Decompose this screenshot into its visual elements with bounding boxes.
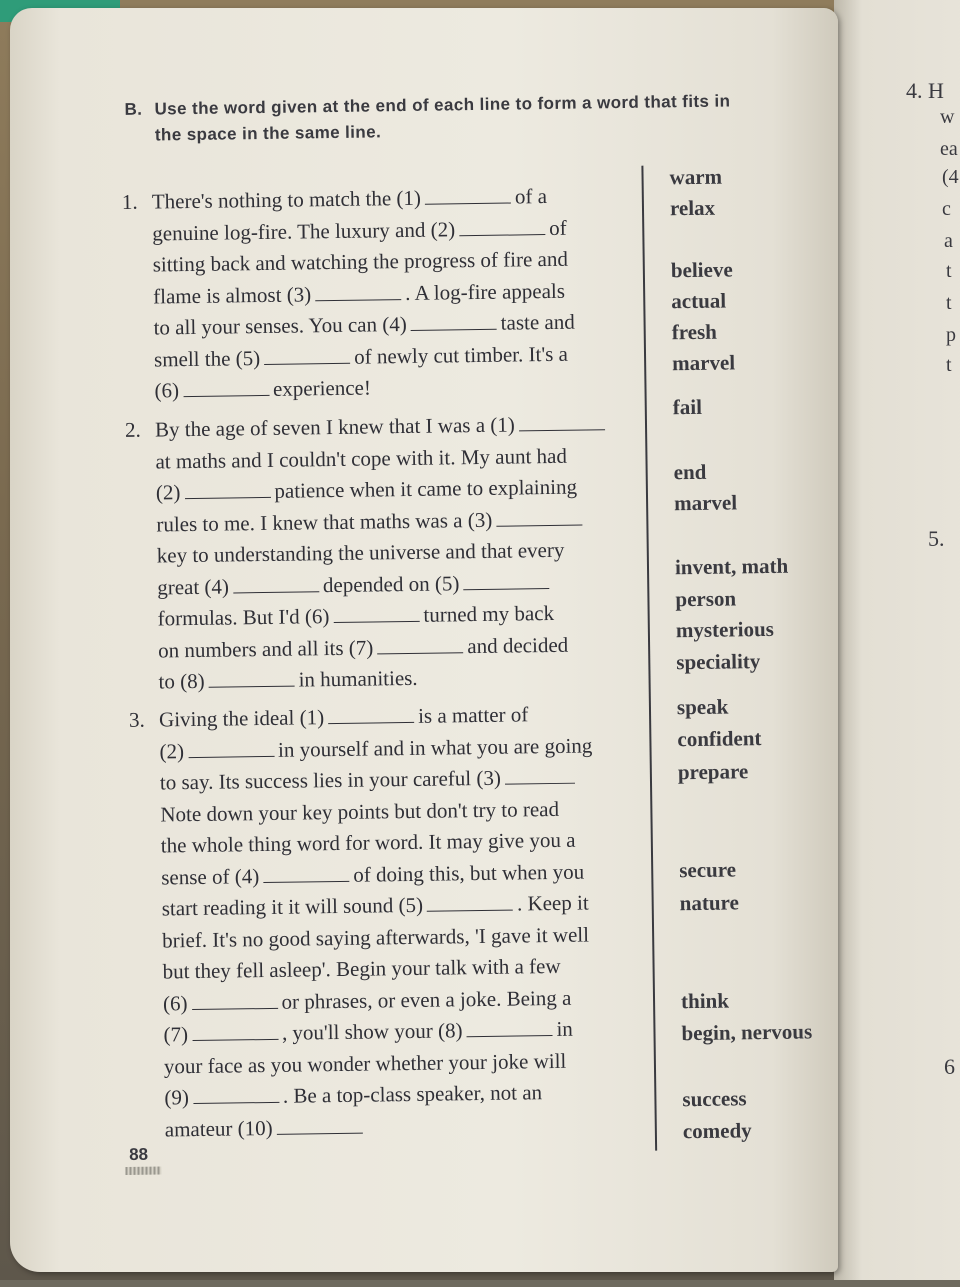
- word-warm: warm: [669, 164, 723, 190]
- text: to all your senses. You can (4): [153, 311, 407, 340]
- text: rules to me. I knew that maths was a (3): [156, 507, 493, 537]
- text: sitting back and watching the progress of fire and: [152, 246, 569, 277]
- text: By the age of seven I knew that I was a (1): [154, 412, 515, 442]
- word-believe: believe: [670, 257, 733, 283]
- gap-9[interactable]: [193, 1084, 279, 1104]
- gap-4[interactable]: [233, 573, 319, 593]
- text: (9): [164, 1085, 190, 1110]
- gap-1[interactable]: [519, 411, 605, 431]
- text: is a matter of: [417, 702, 529, 728]
- text: to say. Its success lies in your careful (3): [159, 765, 502, 795]
- exercise-number: 3.: [128, 707, 145, 732]
- word-marvel: marvel: [671, 350, 736, 376]
- text: (7): [163, 1022, 189, 1047]
- right-page-text: 4. H: [906, 78, 944, 103]
- text: depended on (5): [322, 570, 460, 597]
- word-fail: fail: [672, 394, 703, 420]
- instructions-line-2: the space in the same line.: [154, 122, 382, 145]
- text: Giving the ideal (1): [158, 705, 325, 732]
- gap-3[interactable]: [505, 765, 575, 785]
- text: . Be a top-class speaker, not an: [282, 1080, 543, 1108]
- section-letter: B.: [124, 99, 143, 119]
- word-comedy: comedy: [682, 1118, 752, 1144]
- word-actual: actual: [671, 288, 727, 314]
- text: at maths and I couldn't cope with it. My aunt had: [155, 443, 568, 474]
- text: great (4): [157, 574, 230, 600]
- text: sense of (4): [161, 863, 260, 889]
- text: experience!: [272, 375, 372, 401]
- word-success: success: [682, 1086, 747, 1112]
- text: start reading it it will sound (5): [161, 892, 424, 921]
- page-number: 88: [129, 1144, 149, 1164]
- right-page-text: t: [946, 354, 952, 376]
- text: (6): [154, 378, 180, 403]
- text: and decided: [467, 632, 569, 658]
- text: but they fell asleep'. Begin your talk with a few: [162, 953, 561, 984]
- gap-6[interactable]: [183, 377, 269, 397]
- gap-1[interactable]: [328, 704, 414, 724]
- text: of: [548, 215, 567, 240]
- text: smell the (5): [153, 345, 261, 372]
- text: Note down your key points but don't try to read: [160, 796, 560, 826]
- word-marvel: marvel: [673, 490, 738, 516]
- exercise-number: 2.: [124, 417, 141, 442]
- word-relax: relax: [669, 195, 716, 221]
- word-end: end: [673, 459, 707, 485]
- text: (2): [159, 738, 185, 763]
- text: in humanities.: [298, 665, 418, 692]
- text: in yourself and in what you are going: [277, 732, 593, 762]
- text: turned my back: [423, 600, 555, 627]
- text: , you'll show your (8): [281, 1018, 463, 1045]
- text: of newly cut timber. It's a: [353, 341, 569, 369]
- word-confident: confident: [677, 726, 762, 752]
- text: (2): [155, 480, 181, 505]
- word-prepare: prepare: [677, 759, 749, 785]
- text: of a: [514, 184, 548, 209]
- gap-3[interactable]: [496, 506, 582, 526]
- gap-6[interactable]: [333, 603, 419, 623]
- page-number-decoration: [125, 1167, 161, 1176]
- text: flame is almost (3): [152, 281, 312, 309]
- column-divider: [641, 166, 657, 1151]
- text: taste and: [500, 309, 575, 335]
- text: in: [556, 1016, 573, 1041]
- text: patience when it came to explaining: [274, 474, 578, 503]
- right-page-text: (4: [942, 166, 959, 188]
- right-page-text: ea: [940, 138, 958, 160]
- text: amateur (10): [164, 1115, 273, 1141]
- gap-10[interactable]: [276, 1114, 362, 1134]
- word-person: person: [675, 586, 737, 612]
- right-page-text: w: [940, 106, 955, 128]
- gap-5[interactable]: [463, 570, 549, 590]
- right-page-text: 6: [944, 1054, 955, 1079]
- gap-8[interactable]: [466, 1017, 552, 1037]
- text: genuine log-fire. The luxury and (2): [152, 216, 456, 246]
- gap-1[interactable]: [425, 185, 511, 205]
- gap-5[interactable]: [264, 344, 350, 364]
- text: on numbers and all its (7): [157, 634, 374, 662]
- right-page-text: t: [946, 292, 952, 314]
- word-think: think: [680, 988, 730, 1014]
- word-begin-nervous: begin, nervous: [681, 1019, 813, 1046]
- right-page-text: c: [942, 198, 951, 220]
- gap-7[interactable]: [377, 634, 463, 654]
- word-nature: nature: [679, 890, 739, 916]
- word-speciality: speciality: [676, 649, 761, 675]
- word-invent-math: invent, math: [674, 553, 789, 580]
- text: key to understanding the universe and that every: [156, 537, 565, 568]
- word-secure: secure: [679, 857, 737, 883]
- gap-5[interactable]: [427, 892, 513, 912]
- gap-3[interactable]: [315, 281, 401, 301]
- gap-2[interactable]: [188, 737, 274, 757]
- gap-7[interactable]: [192, 1021, 278, 1041]
- right-page-text: t: [946, 260, 952, 282]
- text: of doing this, but when you: [353, 859, 585, 887]
- exercise-number: 1.: [121, 189, 138, 214]
- text: to (8): [158, 668, 205, 694]
- exercise-3: [129, 698, 635, 1146]
- gap-2[interactable]: [184, 479, 270, 499]
- text: (6): [162, 990, 188, 1015]
- word-fresh: fresh: [671, 319, 717, 345]
- gap-2[interactable]: [459, 216, 545, 236]
- instructions: [124, 87, 805, 148]
- text: or phrases, or even a joke. Being a: [281, 985, 572, 1014]
- text: . Keep it: [516, 890, 589, 916]
- right-page-text: a: [944, 230, 953, 252]
- text: brief. It's no good saying afterwards, 'I gave it well: [161, 922, 590, 952]
- text: There's nothing to match the (1): [151, 185, 422, 214]
- gap-4[interactable]: [411, 311, 497, 331]
- text: formulas. But I'd (6): [157, 604, 330, 631]
- right-page-text: p: [946, 324, 956, 346]
- text: . A log-fire appeals: [405, 278, 566, 305]
- exercise-2: [125, 408, 629, 698]
- gap-4[interactable]: [263, 862, 349, 882]
- gap-6[interactable]: [191, 989, 277, 1009]
- exercise-1: [122, 180, 625, 407]
- right-page-text: 5.: [928, 526, 945, 551]
- text: the whole thing word for word. It may give you a: [160, 827, 576, 858]
- gap-8[interactable]: [208, 668, 294, 688]
- instructions-line-1: Use the word given at the end of each line to form a word that fits in: [154, 91, 731, 119]
- text: your face as you wonder whether your joke will: [163, 1048, 567, 1078]
- word-mysterious: mysterious: [675, 616, 775, 643]
- word-speak: speak: [676, 694, 729, 720]
